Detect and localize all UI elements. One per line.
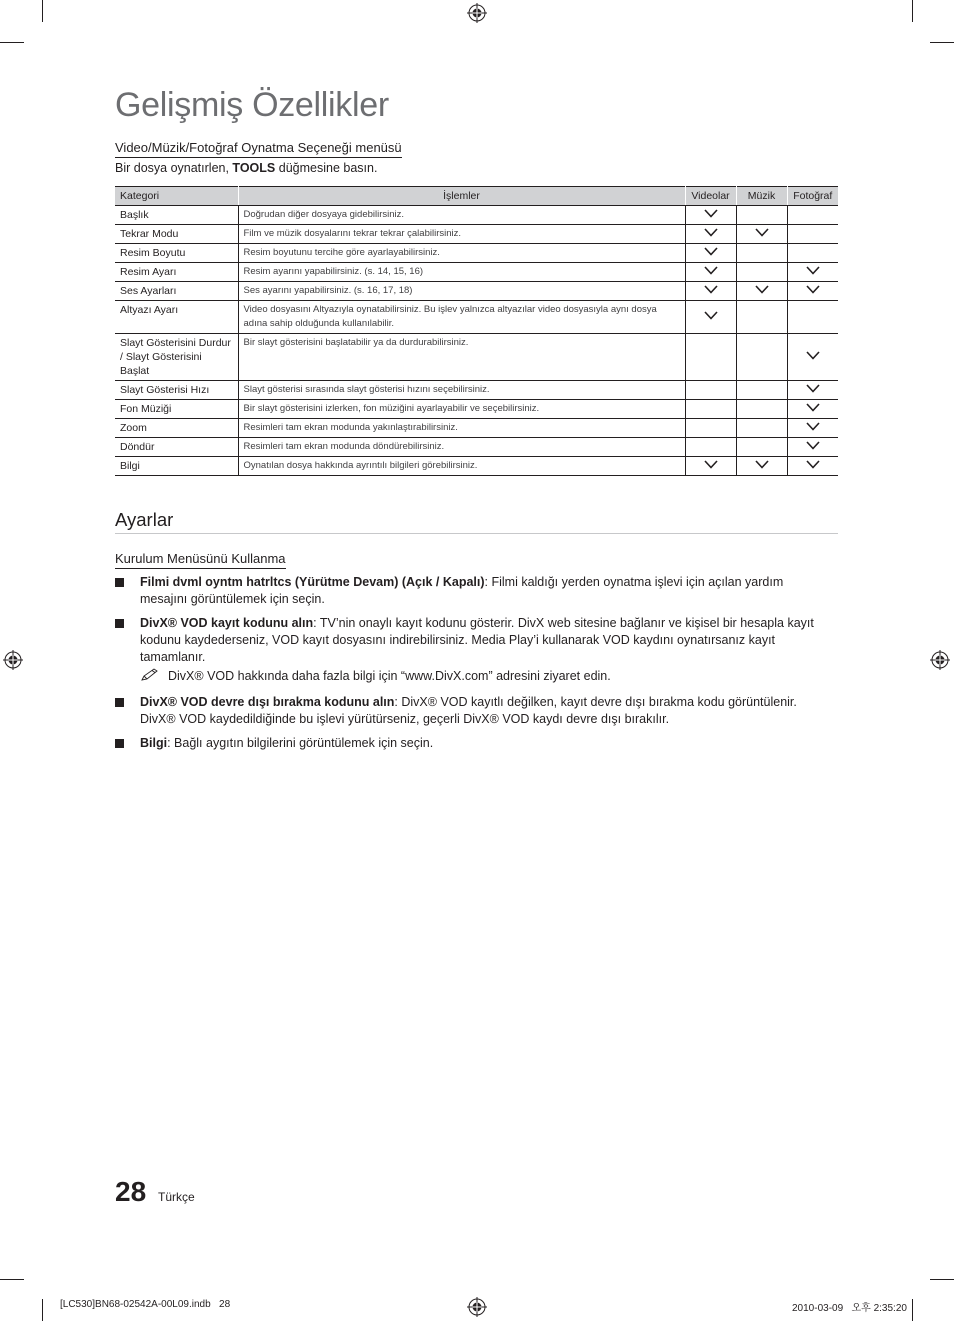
row-video-support — [685, 400, 736, 419]
crop-mark — [930, 42, 954, 43]
row-operation: Bir slayt gösterisini başlatabilir ya da durdurabilirsiniz. — [238, 334, 685, 381]
row-category: Döndür — [115, 438, 238, 457]
row-music-support — [736, 457, 787, 476]
row-category: Altyazı Ayarı — [115, 301, 238, 334]
header-music: Müzik — [736, 187, 787, 206]
row-photo-support — [787, 206, 838, 225]
row-video-support — [685, 438, 736, 457]
item-desc: : Filmi kaldığı yerden oynatma işlevi için açılan yardım mesajını görüntülemek için seçin. — [140, 575, 784, 606]
settings-subheading: Kurulum Menüsünü Kullanma — [115, 551, 286, 569]
row-category: Slayt Gösterisi Hızı — [115, 381, 238, 400]
check-icon — [755, 285, 769, 294]
check-icon — [704, 228, 718, 237]
tools-key-label: TOOLS — [232, 161, 276, 175]
row-category: Ses Ayarları — [115, 282, 238, 301]
row-video-support — [685, 225, 736, 244]
row-photo-support — [787, 225, 838, 244]
check-icon — [806, 384, 820, 393]
table-row — [115, 301, 838, 334]
row-video-support — [685, 244, 736, 263]
bullet-square-icon — [115, 578, 124, 587]
item-desc: : Bağlı aygıtın bilgilerini görüntülemek için seçin. — [167, 736, 434, 750]
page-language: Türkçe — [158, 1190, 195, 1204]
pencil-note-icon — [140, 668, 160, 682]
row-video-support — [685, 334, 736, 381]
row-music-support — [736, 334, 787, 381]
table-row — [115, 438, 838, 457]
row-video-support — [685, 206, 736, 225]
row-operation: Doğrudan diğer dosyaya gidebilirsiniz. — [238, 206, 685, 225]
row-operation: Slayt gösterisi sırasında slayt gösterisi hızını seçebilirsiniz. — [238, 381, 685, 400]
check-icon — [755, 228, 769, 237]
row-music-support — [736, 438, 787, 457]
row-video-support — [685, 282, 736, 301]
check-icon — [806, 460, 820, 469]
header-operations: İşlemler — [238, 187, 685, 206]
settings-title: Ayarlar — [115, 509, 174, 530]
check-icon — [704, 247, 718, 256]
item-desc: : DivX® VOD kayıtlı değilken, kayıt devre dışı bırakma kodu görüntülenir. DivX® VOD kaydedildiğinde bu işlevi yürütürseniz, geçerli DivX® VOD kaydı devre dışı bırakılır. — [140, 695, 797, 726]
page-number: 28 — [115, 1176, 147, 1207]
crop-mark — [42, 1299, 43, 1321]
row-video-support — [685, 381, 736, 400]
row-category: Resim Ayarı — [115, 263, 238, 282]
crop-mark — [912, 0, 913, 22]
check-icon — [806, 403, 820, 412]
section-divider — [115, 533, 838, 534]
settings-item-info — [115, 735, 815, 752]
row-photo-support — [787, 282, 838, 301]
settings-item-divx-deactivation — [115, 694, 815, 728]
row-photo-support — [787, 438, 838, 457]
row-operation: Oynatılan dosya hakkında ayrıntılı bilgileri görebilirsiniz. — [238, 457, 685, 476]
item-term: DivX® VOD devre dışı bırakma kodunu alın — [140, 695, 395, 709]
check-icon — [704, 266, 718, 275]
row-category: Resim Boyutu — [115, 244, 238, 263]
table-row — [115, 244, 838, 263]
row-photo-support — [787, 457, 838, 476]
crop-mark — [0, 42, 24, 43]
row-photo-support — [787, 244, 838, 263]
footer-timestamp: 2010-03-09 오후 2:35:20 — [792, 1303, 907, 1314]
header-category: Kategori — [115, 187, 238, 206]
row-category: Zoom — [115, 419, 238, 438]
header-photo: Fotoğraf — [787, 187, 838, 206]
crop-mark — [42, 0, 43, 22]
row-video-support — [685, 301, 736, 334]
crop-mark — [0, 1279, 24, 1280]
row-photo-support — [787, 263, 838, 282]
playback-menu-intro: Bir dosya oynatırlen, TOOLS düğmesine basın. — [115, 161, 378, 175]
table-row — [115, 225, 838, 244]
bullet-square-icon — [115, 619, 124, 628]
registration-mark-icon — [3, 650, 23, 670]
check-icon — [755, 460, 769, 469]
row-operation: Video dosyasını Altyazıyla oynatabilirsiniz. Bu işlev yalnızca altyazılar video dosyasıyla aynı dosya adına sahip olduğunda kullanılabilir. — [238, 301, 685, 334]
table-row — [115, 282, 838, 301]
bullet-square-icon — [115, 739, 124, 748]
row-operation: Ses ayarını yapabilirsiniz. (s. 16, 17, 18) — [238, 282, 685, 301]
check-icon — [806, 422, 820, 431]
crop-mark — [930, 1279, 954, 1280]
row-photo-support — [787, 400, 838, 419]
row-operation: Resimleri tam ekran modunda yakınlaştırabilirsiniz. — [238, 419, 685, 438]
check-icon — [704, 209, 718, 218]
check-icon — [806, 441, 820, 450]
row-operation: Film ve müzik dosyalarını tekrar tekrar çalabilirsiniz. — [238, 225, 685, 244]
row-music-support — [736, 381, 787, 400]
table-row — [115, 206, 838, 225]
crop-mark — [912, 1299, 913, 1321]
row-music-support — [736, 244, 787, 263]
table-header-row — [115, 187, 838, 206]
row-video-support — [685, 457, 736, 476]
row-video-support — [685, 419, 736, 438]
row-music-support — [736, 301, 787, 334]
row-photo-support — [787, 419, 838, 438]
row-operation: Resim ayarını yapabilirsiniz. (s. 14, 15, 16) — [238, 263, 685, 282]
item-term: Bilgi — [140, 736, 168, 750]
check-icon — [806, 351, 820, 360]
row-photo-support — [787, 381, 838, 400]
settings-item-divx-registration — [115, 615, 815, 666]
table-row — [115, 381, 838, 400]
playback-options-table — [115, 186, 838, 476]
settings-item-resume — [115, 574, 815, 608]
table-row — [115, 400, 838, 419]
check-icon — [806, 285, 820, 294]
bullet-square-icon — [115, 698, 124, 707]
check-icon — [806, 266, 820, 275]
row-music-support — [736, 225, 787, 244]
row-music-support — [736, 263, 787, 282]
registration-mark-icon — [467, 3, 487, 23]
item-term: DivX® VOD kayıt kodunu alın — [140, 616, 314, 630]
registration-mark-icon — [930, 650, 950, 670]
row-music-support — [736, 282, 787, 301]
table-row — [115, 419, 838, 438]
row-music-support — [736, 206, 787, 225]
divx-note — [140, 668, 611, 685]
row-category: Bilgi — [115, 457, 238, 476]
row-category: Fon Müziği — [115, 400, 238, 419]
table-row — [115, 263, 838, 282]
row-category: Slayt Gösterisini Durdur / Slayt Gösterisini Başlat — [115, 334, 238, 381]
row-category: Başlık — [115, 206, 238, 225]
check-icon — [704, 311, 718, 320]
note-text: DivX® VOD hakkında daha fazla bilgi için “www.DivX.com” adresini ziyaret edin. — [168, 669, 611, 683]
row-photo-support — [787, 334, 838, 381]
registration-mark-icon — [467, 1297, 487, 1317]
row-operation: Bir slayt gösterisini izlerken, fon müziğini ayarlayabilir ve seçebilirsiniz. — [238, 400, 685, 419]
page-title: Gelişmiş Özellikler — [115, 86, 389, 124]
item-term: Filmi dvml oyntm hatrltcs (Yürütme Devam) (Açık / Kapalı) — [140, 575, 485, 589]
check-icon — [704, 460, 718, 469]
row-operation: Resim boyutunu tercihe göre ayarlayabilirsiniz. — [238, 244, 685, 263]
item-desc: : TV’nin onaylı kayıt kodunu gösterir. DivX web sitesine bağlanır ve kişisel bir hesapla kayıt kodunu kaydederseniz, VOD kayıt dosyasını indirebilirsiniz. Media Play’i kullanarak VOD kaydını oynatırsanız kayıt tamamlanır. — [140, 616, 814, 664]
playback-menu-heading: Video/Müzik/Fotoğraf Oynatma Seçeneği menüsü — [115, 140, 402, 158]
footer-file-info: [LC530]BN68-02542A-00L09.indb 28 — [60, 1299, 231, 1310]
header-videos: Videolar — [685, 187, 736, 206]
row-music-support — [736, 400, 787, 419]
row-music-support — [736, 419, 787, 438]
table-row — [115, 457, 838, 476]
row-video-support — [685, 263, 736, 282]
check-icon — [704, 285, 718, 294]
row-operation: Resimleri tam ekran modunda döndürebilirsiniz. — [238, 438, 685, 457]
table-row — [115, 334, 838, 381]
row-photo-support — [787, 301, 838, 334]
row-category: Tekrar Modu — [115, 225, 238, 244]
